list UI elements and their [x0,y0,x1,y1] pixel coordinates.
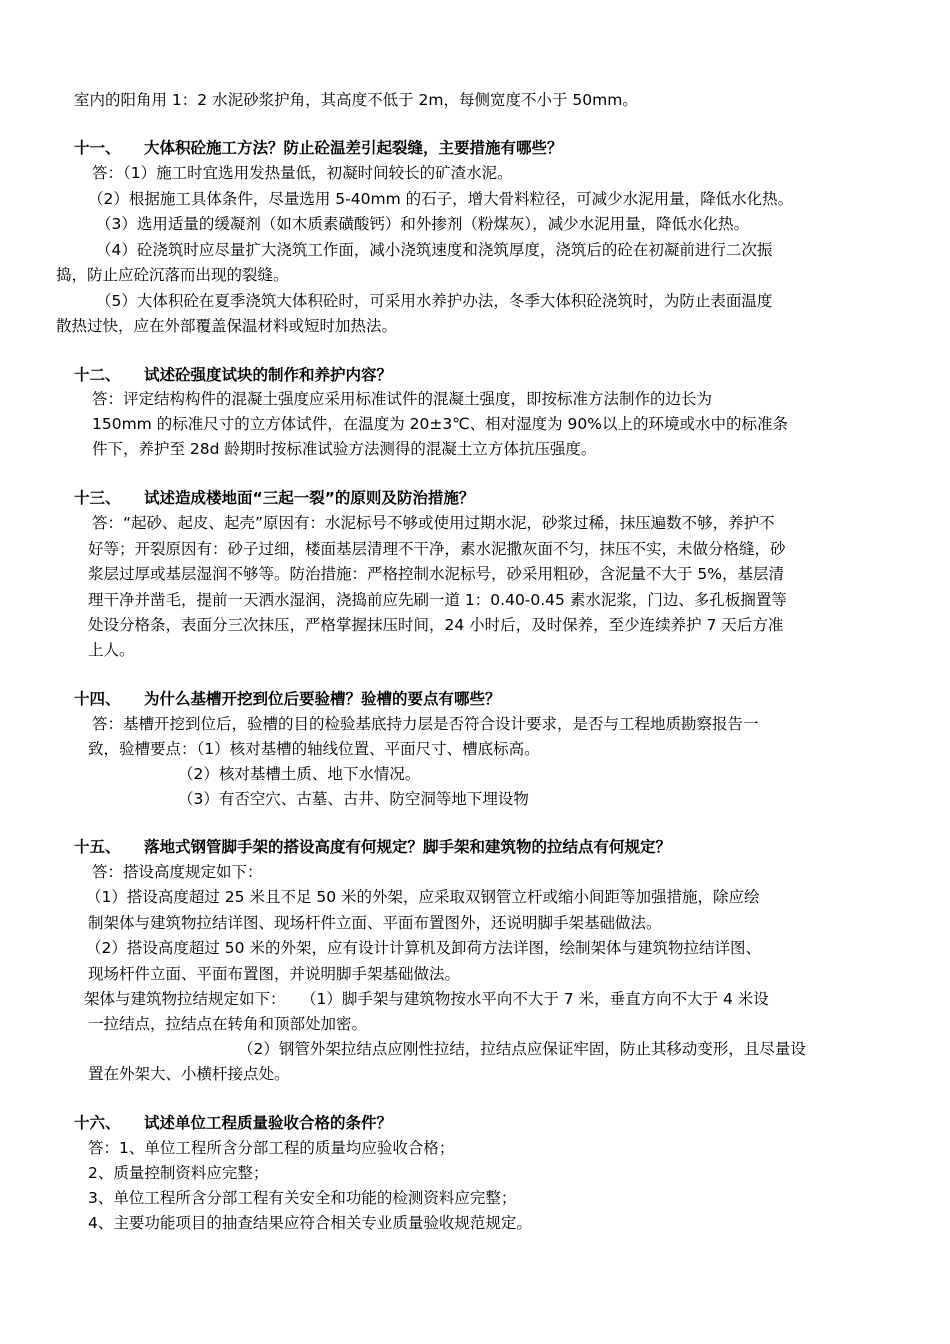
text-line: 置在外架大、小横杆接点处。 [88,1065,290,1083]
section-heading-13 [74,485,474,512]
text-line: （1）搭设高度超过 25 米且不足 50 米的外架，应采取双钢管立杆或缩小间距等加强措施，除应绘 [86,888,760,906]
text-line: 3、单位工程所含分部工程有关安全和功能的检测资料应完整； [88,1189,517,1207]
section-number: 十一、 [74,139,121,157]
text-line: 4、主要功能项目的抽查结果应符合相关专业质量验收规范规定。 [88,1214,532,1232]
text-line: 理干净并凿毛，提前一天洒水湿润，浇捣前应先刷一道 1：0.40-0.45 素水泥浆，门边、多孔板搁置等 [88,591,787,609]
text-line: 处设分格条，表面分三次抹压，严格掌握抹压时间，24 小时后，及时保养，至少连续养护 7 天后方准 [88,616,784,634]
text-line: 捣，防止应砼沉落而出现的裂缝。 [56,266,289,284]
text-line: 好等；开裂原因有：砂子过细，楼面基层清理不干净，素水泥撒灰面不匀，抹压不实，未做分格缝，砂 [88,540,786,558]
section-number: 十四、 [74,690,121,708]
section-title: 落地式钢管脚手架的搭设高度有何规定？脚手架和建筑物的拉结点有何规定？ [144,838,672,856]
text-line: 答：基槽开挖到位后，验槽的目的检验基底持力层是否符合设计要求，是否与工程地质勘察报告一 [92,715,759,733]
text-line: 答：（1）施工时宜选用发热量低，初凝时间较长的矿渣水泥。 [92,164,513,182]
text-line: （4）砼浇筑时应尽量扩大浇筑工作面，减小浇筑速度和浇筑厚度，浇筑后的砼在初凝前进行二次振 [96,241,773,259]
text-line: 架体与建筑物拉结规定如下： （1）脚手架与建筑物按水平向不大于 7 米，垂直方向不大于 4 米设 [84,990,769,1008]
section-number: 十五、 [74,838,121,856]
section-number: 十六、 [74,1114,121,1132]
text-line: 答：1、单位工程所含分部工程的质量均应验收合格； [88,1139,455,1157]
text-line: 室内的阳角用 1：2 水泥砂浆护角，其高度不低于 2m，每侧宽度不小于 50mm。 [74,91,638,109]
text-line: （3）有否空穴、古墓、古井、防空洞等地下埋设物 [178,790,529,808]
section-heading-12 [74,362,392,389]
text-line: 浆层过厚或基层湿润不够等。防治措施：严格控制水泥标号，砂采用粗砂，含泥量不大于 5%，基层清 [88,565,785,583]
text-line: 答：“起砂、起皮、起壳”原因有：水泥标号不够或使用过期水泥，砂浆过稀，抹压遍数不够，养护不 [92,514,775,532]
section-title: 试述单位工程质量验收合格的条件？ [144,1114,393,1132]
section-heading-16 [74,1110,392,1137]
section-heading-11 [74,135,563,162]
text-line: （3）选用适量的缓凝剂（如木质素磺酸钙）和外掺剂（粉煤灰），减少水泥用量，降低水化热。 [96,215,750,233]
section-number: 十二、 [74,366,121,384]
text-line: 答：评定结构构件的混凝土强度应采用标准试件的混凝土强度，即按标准方法制作的边长为 [92,390,713,408]
section-title: 为什么基槽开挖到位后要验槽？验槽的要点有哪些？ [144,690,501,708]
text-line: （2）核对基槽土质、地下水情况。 [178,765,421,783]
section-number: 十三、 [74,489,121,507]
text-line: （2）根据施工具体条件，尽量选用 5-40mm 的石子，增大骨料粒径，可减少水泥用量，降低水化热。 [88,190,794,208]
text-line: 上人。 [88,641,135,659]
text-line: 致，验槽要点：（1）核对基槽的轴线位置、平面尺寸、槽底标高。 [88,740,540,758]
text-line: 一拉结点，拉结点在转角和顶部处加密。 [88,1015,368,1033]
section-heading-15 [74,834,671,861]
text-line: 件下，养护至 28d 龄期时按标准试验方法测得的混凝土立方体抗压强度。 [92,440,597,458]
text-line: （2）钢管外架拉结点应刚性拉结，拉结点应保证牢固，防止其移动变形，且尽量设 [238,1040,806,1058]
text-line: 答：搭设高度规定如下： [92,863,263,881]
section-title: 大体积砼施工方法？防止砼温差引起裂缝，主要措施有哪些？ [144,139,563,157]
text-line: （2）搭设高度超过 50 米的外架，应有设计计算机及卸荷方法详图，绘制架体与建筑物拉结详图、 [86,939,761,957]
text-line: 150mm 的标准尺寸的立方体试件，在温度为 20±3℃、相对湿度为 90%以上的环境或水中的标准条 [92,415,788,433]
text-line: 2、质量控制资料应完整； [88,1164,269,1182]
text-line: （5）大体积砼在夏季浇筑大体积砼时，可采用水养护办法，冬季大体积砼浇筑时，为防止表面温度 [96,292,773,310]
section-title: 试述造成楼地面“三起一裂”的原则及防治措施？ [144,489,475,507]
text-line: 制架体与建筑物拉结详图、现场杆件立面、平面布置图外，还说明脚手架基础做法。 [88,914,662,932]
text-line: 散热过快，应在外部覆盖保温材料或短时加热法。 [56,317,398,335]
section-title: 试述砼强度试块的制作和养护内容？ [144,366,393,384]
section-heading-14 [74,686,501,713]
text-line: 现场杆件立面、平面布置图，并说明脚手架基础做法。 [88,965,461,983]
